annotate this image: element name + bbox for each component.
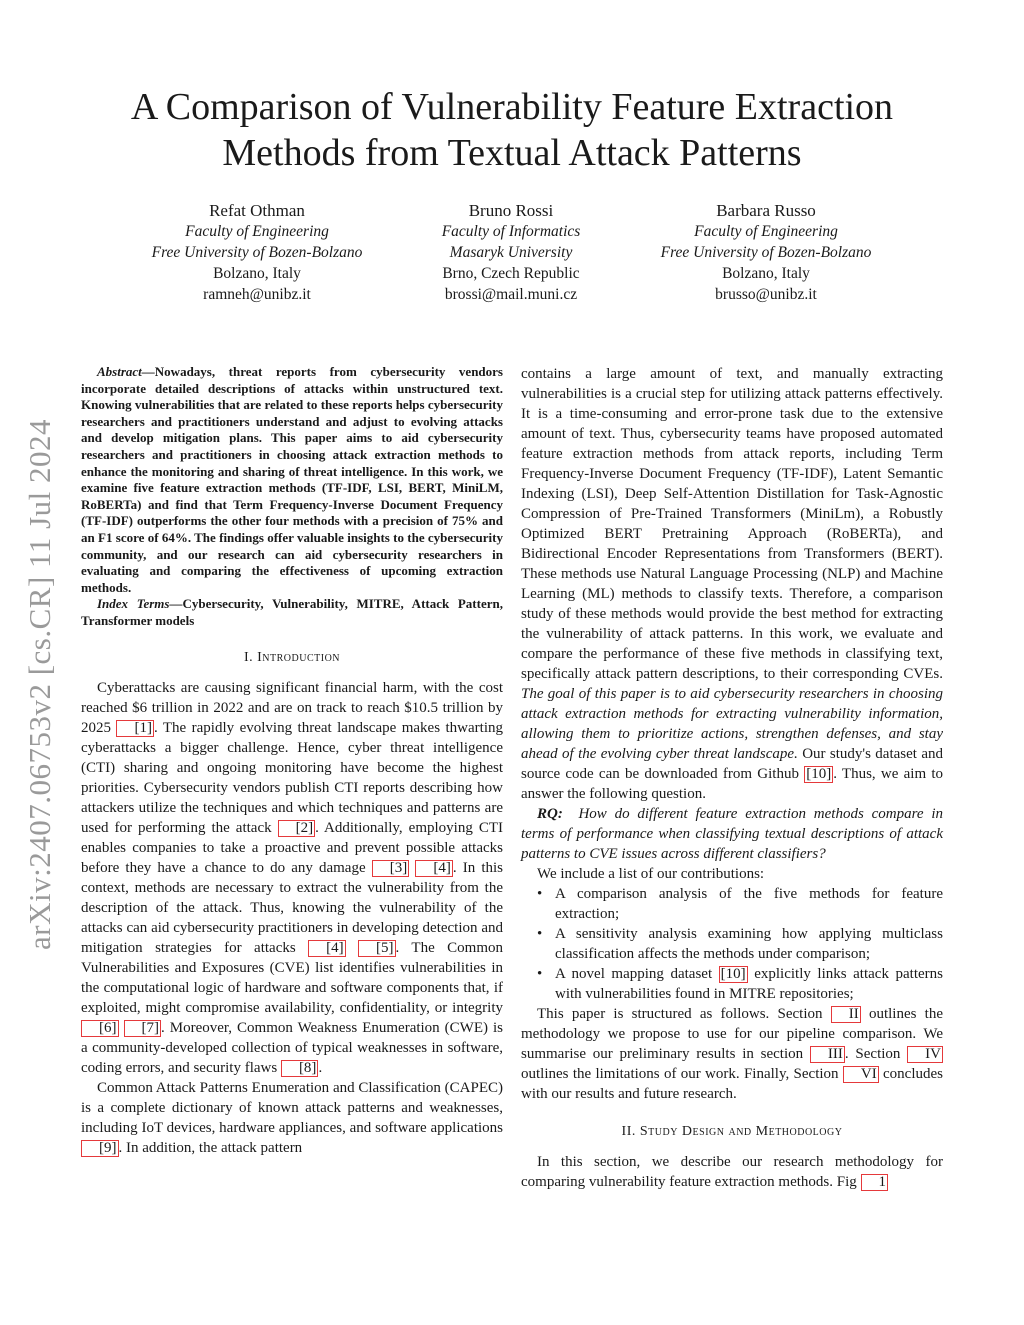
methodology-paragraph bbox=[521, 1152, 943, 1192]
right-column bbox=[521, 364, 943, 1192]
author-department: Faculty of Engineering bbox=[694, 223, 838, 240]
author-card bbox=[616, 200, 916, 305]
text-run: . Section bbox=[844, 1046, 908, 1062]
author-email[interactable]: brossi@mail.muni.cz bbox=[444, 286, 578, 303]
title-line-2: Methods from Textual Attack Patterns bbox=[222, 132, 802, 174]
list-item: • A sensitivity analysis examining how applying multiclass classification affects the methods under comparison; bbox=[555, 924, 943, 964]
text-run: contains a large amount of text, and manually extracting vulnerabilities is a crucial step for utilizing attack patterns effectively. It is a time-consuming and error-prone task due to the extensive amount of text. Thus, cybersecurity teams have proposed automated feature extraction methods from attack reports, including Term Frequency-Inverse Document Frequency (TF-IDF), Latent Semantic Indexing (LSI), Deep Self-Attention Distillation for Task-Agnostic Compression of Pre-Trained Transformers (MiniLm), a Robustly Optimized BERT Pretraining Approach (RoBERTa), and Bidirectional Encoder Representations from Transformers (BERT). These methods use Natural Language Processing (NLP) and Machine Learning (ML) methods to classify texts. Therefore, a comparison study of these methods would provide the best method for extracting the vulnerability of attack patterns. In this work, we evaluate and compare the performance of these five methods in classifying text, specifically attack pattern descriptions, to their corresponding CVEs. bbox=[521, 366, 943, 682]
goal-statement: The goal of this paper is to aid cybersecurity researchers in choosing attack extraction methods for extracting vulnerability information, allowing them to prioritize actions, strengthen defenses, and stay ahead of the evolving cyber threat landscape. bbox=[521, 686, 943, 762]
contributions-list bbox=[521, 884, 943, 1004]
text-run: . In this context, methods are necessary to extract the vulnerability from the description of the attack. Thus, knowing the vulnerability of the attacks can aid cybersecurity practitioners in developing detection and mitigation strategies for attacks bbox=[81, 859, 504, 956]
text-run: . Additionally, employing CTI enables companies to take a proactive and prevent possible attacks before they have a chance to do any damage bbox=[81, 819, 503, 876]
intro-continuation bbox=[521, 364, 943, 804]
text-run: Cyberattacks are causing significant financial harm, with the cost reached $6 trillion in 2022 and are on track to reach $10.5 trillion by 2025 bbox=[81, 679, 503, 736]
author-affiliation: Free University of Bozen-Bolzano bbox=[660, 244, 872, 261]
author-email[interactable]: ramneh@unibz.it bbox=[203, 286, 311, 303]
intro-paragraph-1 bbox=[81, 678, 503, 1078]
section-link[interactable]: II bbox=[831, 1006, 861, 1023]
text-run: . Moreover, Common Weakness Enumeration (CWE) is a community-developed collection of typical weaknesses in software, coding errors, and security flaws bbox=[81, 1019, 503, 1076]
author-location: Bolzano, Italy bbox=[213, 265, 301, 282]
text-run: . In addition, the attack pattern bbox=[118, 1139, 303, 1156]
abstract-text: Nowadays, threat reports from cybersecurity vendors incorporate detailed descriptions of attacks within unstructured text. Knowing vulnerabilities that are related to these reports helps cybersecurity researchers and practitioners understand and adjust to evolving attacks and develop mitigation plans. This paper aims to aid cybersecurity researchers and practitioners in choosing attack extraction methods to enhance the monitoring and sharing of threat intelligence. In this work, we examine five feature extraction methods (TF-IDF, LSI, BERT, MiniLM, RoBERTa) and find that Term Frequency-Inverse Document Frequency (TF-IDF) outperforms the other four methods with a precision of 75% and an F1 score of 64%. The findings offer valuable insights to the cybersecurity community, and our research can aid cybersecurity researchers in evaluating and comparing the effectiveness of upcoming extraction methods. bbox=[81, 364, 503, 595]
section-heading-introduction: I. Introduction bbox=[243, 649, 341, 665]
abstract bbox=[81, 364, 503, 596]
index-terms bbox=[81, 596, 503, 629]
section-heading-study-design: II. Study Design and Methodology bbox=[621, 1124, 843, 1139]
citation-link[interactable]: [10] bbox=[720, 966, 746, 982]
author-name: Refat Othman bbox=[209, 201, 305, 220]
citation-link[interactable]: [1] bbox=[116, 720, 154, 737]
text-run: . bbox=[318, 1059, 323, 1076]
arxiv-identifier-stamp[interactable]: arXiv:2407.06753v2 [cs.CR] 11 Jul 2024 bbox=[22, 418, 57, 950]
title-line-1: A Comparison of Vulnerability Feature Extraction bbox=[130, 86, 894, 128]
research-question bbox=[521, 804, 943, 864]
text-run: concludes with our results and future research. bbox=[521, 1066, 943, 1102]
citation-link[interactable]: [8] bbox=[281, 1060, 319, 1077]
list-item bbox=[555, 964, 943, 1004]
rq-label: RQ: bbox=[537, 806, 563, 822]
author-location: Brno, Czech Republic bbox=[442, 265, 580, 282]
text-run: outlines the methodology we propose to use for our pipeline comparison. We summarise our preliminary results in section bbox=[521, 1006, 943, 1062]
paper-structure-paragraph bbox=[521, 1004, 943, 1104]
citation-link[interactable]: [6] bbox=[81, 1020, 119, 1037]
list-item: • A comparison analysis of the five methods for feature extraction; bbox=[555, 884, 943, 924]
author-email[interactable]: brusso@unibz.it bbox=[715, 286, 817, 303]
author-affiliation: Free University of Bozen-Bolzano bbox=[151, 244, 363, 261]
citation-link[interactable]: [3] bbox=[372, 860, 410, 877]
citation-link[interactable]: [4] bbox=[415, 860, 453, 877]
paper-title bbox=[60, 84, 964, 176]
author-name: Bruno Rossi bbox=[468, 201, 554, 220]
text-run: . The Common Vulnerabilities and Exposures (CVE) list identifies vulnerabilities in the computational logic of hardware and software components that, if exploited, might compromise availability, confidentiality, or integrity bbox=[81, 939, 504, 1016]
citation-link[interactable]: [10] bbox=[806, 766, 832, 782]
text-run: explicitly links attack patterns with vulnerabilities found in MITRE repositories; bbox=[555, 966, 943, 1002]
author-department: Faculty of Engineering bbox=[185, 223, 329, 240]
citation-link[interactable]: [2] bbox=[278, 820, 316, 837]
citation-link[interactable]: [9] bbox=[81, 1140, 119, 1157]
text-run: . Thus, we aim to answer the following question. bbox=[521, 766, 944, 802]
text-run: . The rapidly evolving threat landscape makes thwarting cyberattacks a bigger challenge. Hence, cyber threat intelligence (CTI) sharing and ongoing monitoring have become the highest priorities. Cybersecurity vendors publish CTI reports describing how attackers utilize the techniques and which techniques and patterns are used for performing the attack bbox=[81, 719, 503, 836]
citation-link[interactable]: [4] bbox=[308, 940, 346, 957]
text-run: This paper is structured as follows. Section bbox=[537, 1006, 831, 1022]
index-terms-text: Cybersecurity, Vulnerability, MITRE, Attack Pattern, Transformer models bbox=[81, 596, 503, 628]
citation-link[interactable]: [5] bbox=[358, 940, 396, 957]
figure-link[interactable]: 1 bbox=[861, 1174, 889, 1191]
intro-paragraph-2 bbox=[81, 1078, 503, 1158]
contributions-intro: We include a list of our contributions: bbox=[537, 866, 765, 882]
index-terms-label: Index Terms— bbox=[97, 596, 183, 612]
author-affiliation: Masaryk University bbox=[449, 244, 573, 261]
text-run: Our study's dataset and source code can be downloaded from Github bbox=[521, 746, 943, 782]
citation-link[interactable]: [7] bbox=[124, 1020, 162, 1037]
author-location: Bolzano, Italy bbox=[722, 265, 810, 282]
author-name: Barbara Russo bbox=[716, 201, 816, 220]
left-column bbox=[81, 364, 503, 1158]
author-department: Faculty of Informatics bbox=[441, 223, 581, 240]
section-link[interactable]: VI bbox=[843, 1066, 879, 1083]
rq-text: How do different feature extraction methods compare in terms of performance when classifying textual descriptions of attack patterns to CVE issues across different classifiers? bbox=[521, 806, 943, 862]
text-run: Common Attack Patterns Enumeration and Classification (CAPEC) is a complete dictionary of known attack patterns and weaknesses, including IoT devices, hardware appliances, and software applications bbox=[81, 1079, 503, 1136]
text-run: A novel mapping dataset bbox=[555, 966, 719, 982]
text-run: outlines the limitations of our work. Finally, Section bbox=[521, 1066, 843, 1082]
section-link[interactable]: IV bbox=[907, 1046, 943, 1063]
abstract-label: Abstract— bbox=[97, 364, 155, 379]
text-run: In this section, we describe our research methodology for comparing vulnerability feature extraction methods. Fig bbox=[521, 1154, 943, 1190]
section-link[interactable]: III bbox=[810, 1046, 845, 1063]
